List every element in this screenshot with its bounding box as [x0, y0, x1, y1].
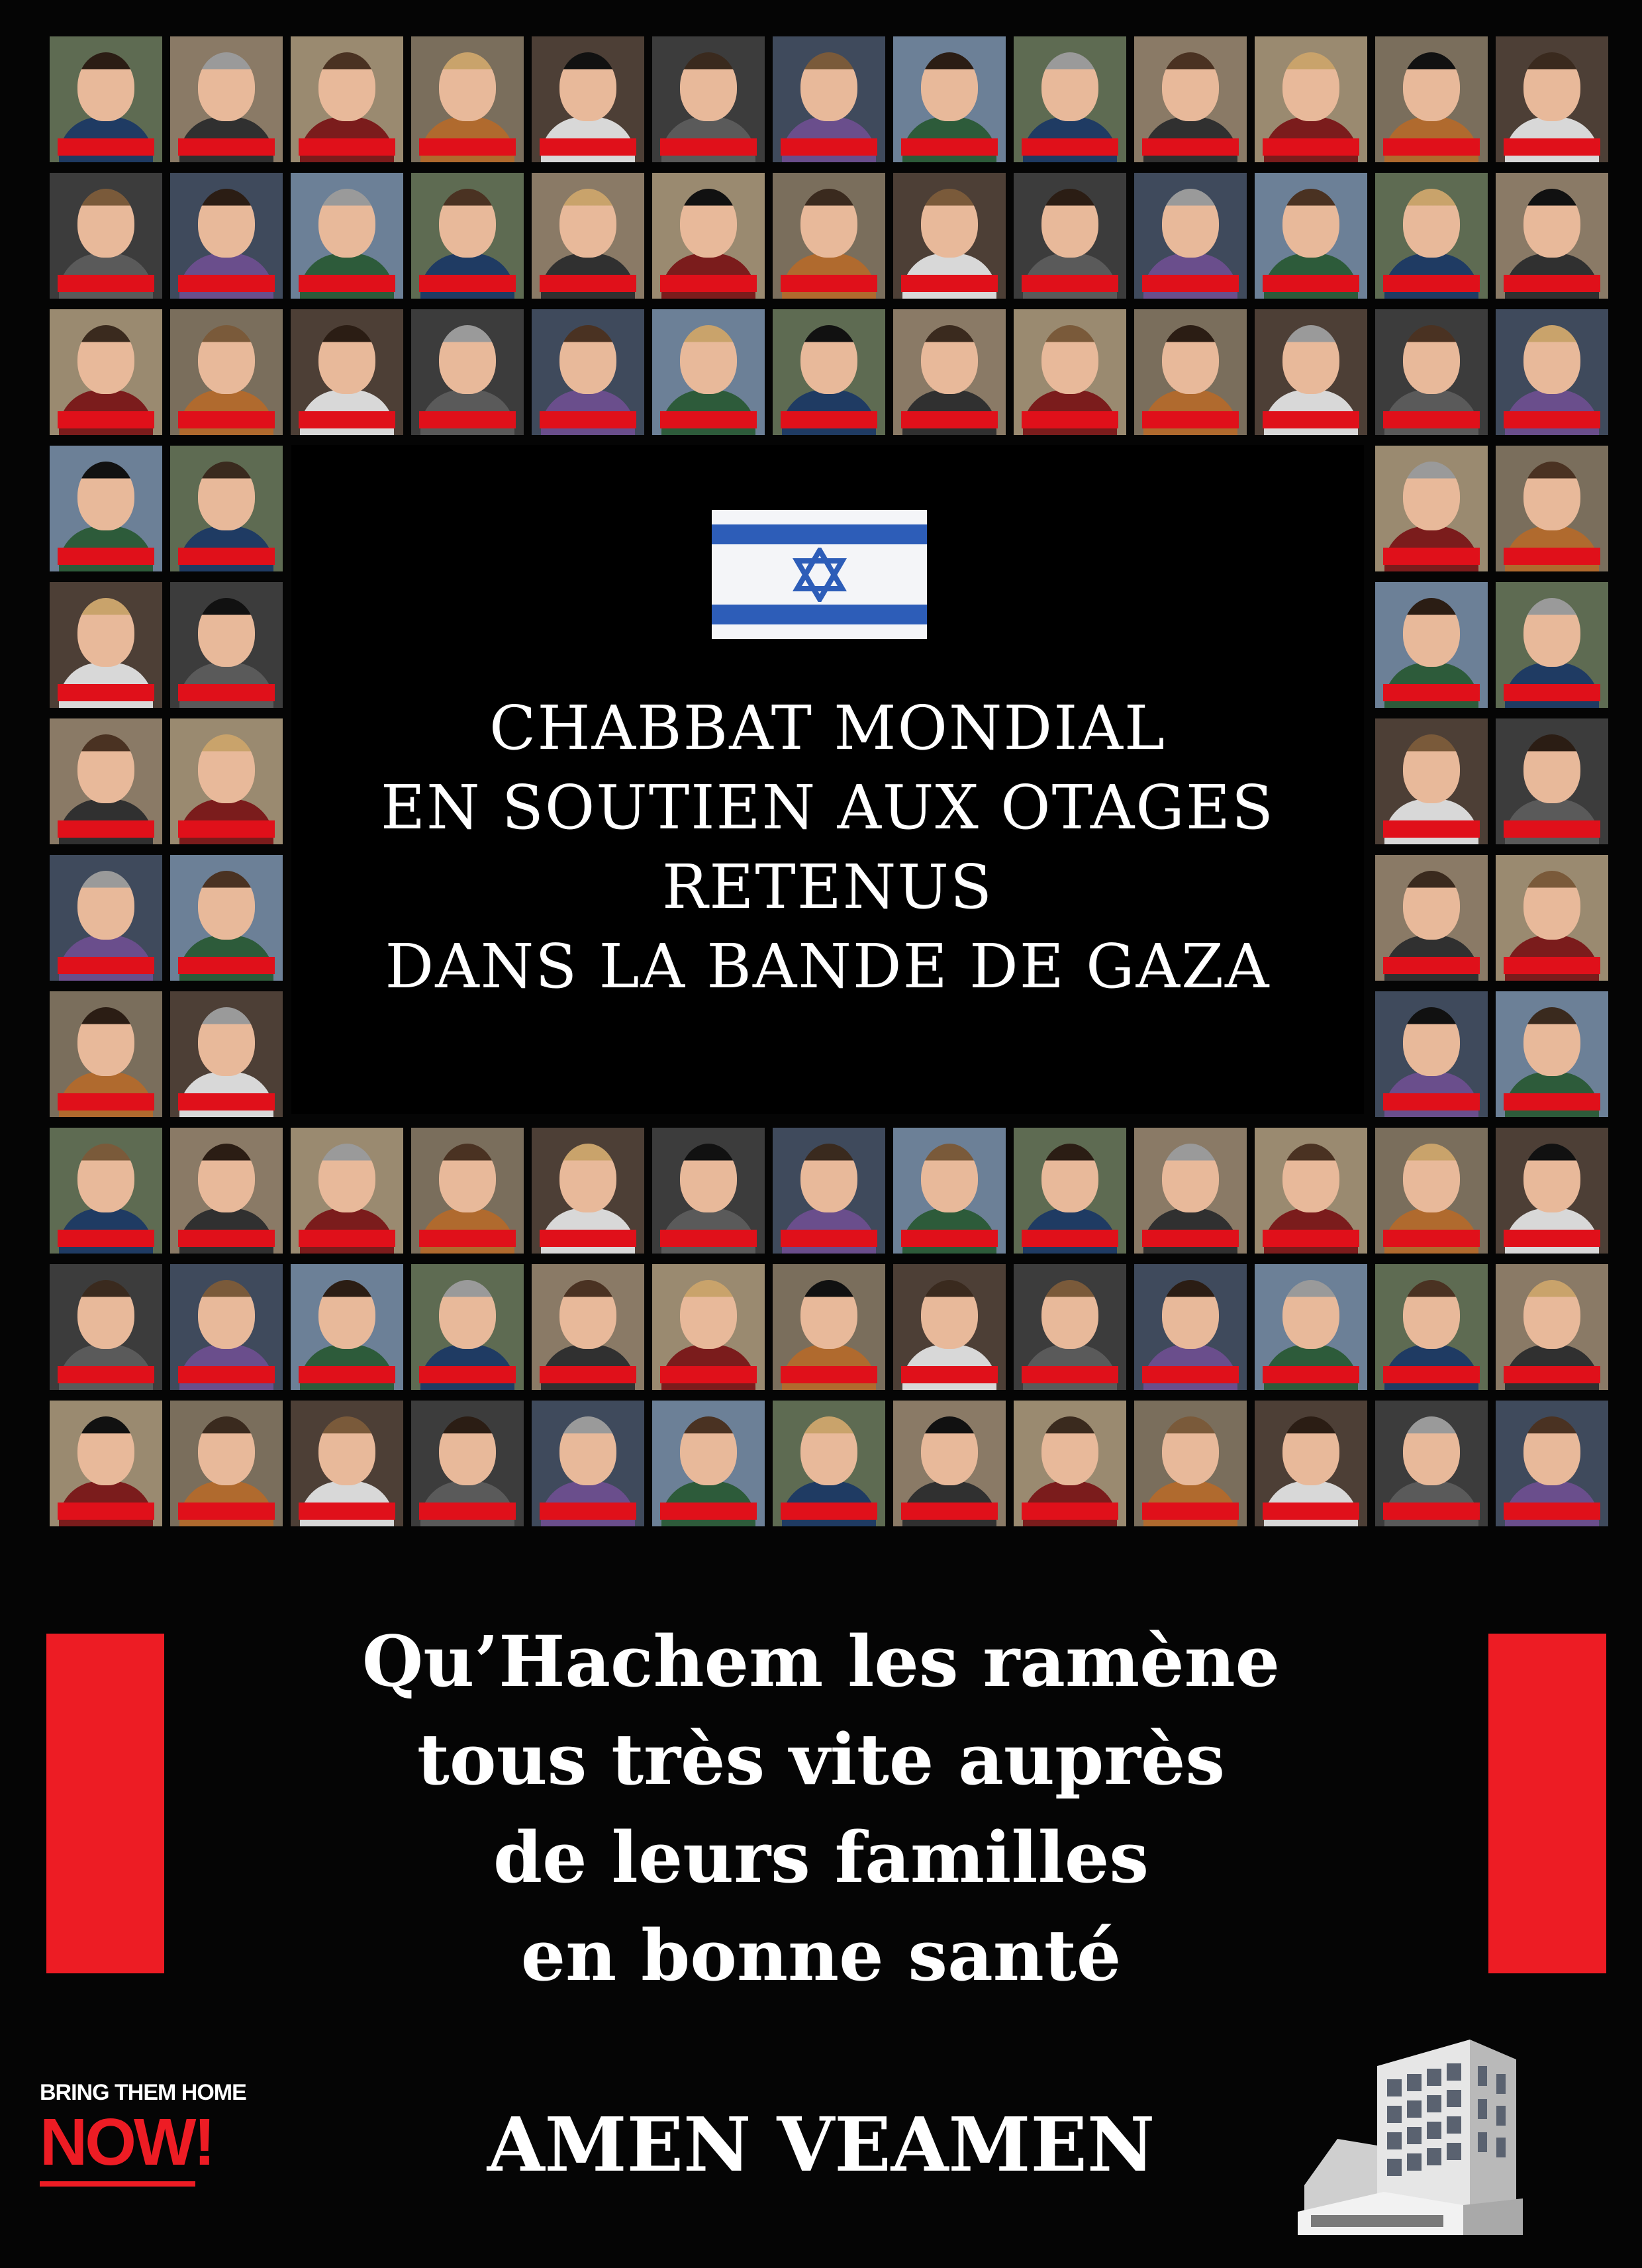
- name-tag: [58, 1366, 154, 1383]
- hostage-photo: [652, 1128, 765, 1254]
- name-tag: [1504, 411, 1600, 428]
- hostage-photo: [1375, 1401, 1488, 1526]
- name-tag: [540, 411, 636, 428]
- hostage-photo: [170, 446, 283, 571]
- hostage-photo: [411, 309, 524, 435]
- hostage-photo: [893, 1401, 1006, 1526]
- name-tag: [299, 1366, 395, 1383]
- name-tag: [1142, 275, 1239, 292]
- hostage-photo: [411, 1401, 524, 1526]
- name-tag: [58, 1503, 154, 1520]
- name-tag: [1142, 1230, 1239, 1247]
- hostage-photo: [170, 855, 283, 981]
- amen-text: AMEN VEAMEN: [487, 2102, 1155, 2189]
- hostage-photo: [291, 1401, 403, 1526]
- name-tag: [540, 1366, 636, 1383]
- hostage-photo: [1496, 1264, 1608, 1390]
- hostage-photo: [50, 582, 162, 708]
- hostage-photo: [411, 1264, 524, 1390]
- name-tag: [1504, 1503, 1600, 1520]
- name-tag: [58, 275, 154, 292]
- name-tag: [1383, 138, 1480, 156]
- hostage-photo: [1255, 1128, 1367, 1254]
- name-tag: [58, 411, 154, 428]
- hostage-photo: [1375, 1264, 1488, 1390]
- hostage-photo: [652, 1264, 765, 1390]
- red-bar-left: [46, 1634, 164, 1973]
- name-tag: [58, 1230, 154, 1247]
- hostage-photo: [893, 1128, 1006, 1254]
- name-tag: [1142, 1503, 1239, 1520]
- hostage-photo: [291, 173, 403, 299]
- name-tag: [901, 1230, 998, 1247]
- name-tag: [660, 275, 757, 292]
- name-tag: [1022, 1503, 1118, 1520]
- hostage-photo: [170, 582, 283, 708]
- name-tag: [1504, 275, 1600, 292]
- prayer-line: en bonne santé: [520, 1914, 1122, 1997]
- hostage-photo: [1134, 1128, 1247, 1254]
- name-tag: [178, 275, 275, 292]
- name-tag: [540, 138, 636, 156]
- name-tag: [178, 1366, 275, 1383]
- hostage-photo: [1375, 855, 1488, 981]
- hostage-photo: [291, 1128, 403, 1254]
- hostage-photo: [1375, 446, 1488, 571]
- name-tag: [1142, 411, 1239, 428]
- name-tag: [1022, 138, 1118, 156]
- name-tag: [58, 548, 154, 565]
- name-tag: [1022, 1366, 1118, 1383]
- hostage-photo: [773, 36, 885, 162]
- name-tag: [1022, 1230, 1118, 1247]
- prayer-line: tous très vite auprès: [416, 1718, 1226, 1800]
- prayer-line: Qu’Hachem les ramène: [362, 1620, 1280, 1702]
- name-tag: [781, 138, 877, 156]
- name-tag: [1504, 1230, 1600, 1247]
- hostage-photo: [1134, 309, 1247, 435]
- hostage-photo: [50, 446, 162, 571]
- name-tag: [58, 1093, 154, 1110]
- name-tag: [540, 1503, 636, 1520]
- logo-top-text: BRING THEM HOME: [40, 2080, 246, 2105]
- name-tag: [419, 138, 516, 156]
- hostage-photo: [1375, 1128, 1488, 1254]
- hostage-photo: [1014, 309, 1126, 435]
- name-tag: [58, 138, 154, 156]
- hostage-photo: [532, 173, 644, 299]
- hostage-photo: [170, 36, 283, 162]
- hostage-photo: [1496, 173, 1608, 299]
- israel-flag-icon: [712, 510, 927, 639]
- hostage-photo: [50, 855, 162, 981]
- name-tag: [178, 1503, 275, 1520]
- name-tag: [1383, 820, 1480, 838]
- name-tag: [1504, 684, 1600, 701]
- name-tag: [299, 411, 395, 428]
- hostage-photo: [1496, 582, 1608, 708]
- name-tag: [1142, 1366, 1239, 1383]
- hostage-photo: [1496, 309, 1608, 435]
- name-tag: [1383, 275, 1480, 292]
- hostage-photo: [50, 36, 162, 162]
- name-tag: [1263, 1230, 1359, 1247]
- hostage-photo: [1496, 1401, 1608, 1526]
- hostage-photo: [170, 718, 283, 844]
- logo-underline: [40, 2181, 195, 2187]
- name-tag: [419, 411, 516, 428]
- hostage-photo: [411, 173, 524, 299]
- name-tag: [660, 1230, 757, 1247]
- name-tag: [1504, 548, 1600, 565]
- hostage-photo: [773, 1264, 885, 1390]
- name-tag: [781, 1503, 877, 1520]
- name-tag: [1504, 138, 1600, 156]
- name-tag: [901, 138, 998, 156]
- hostage-photo: [1255, 1401, 1367, 1526]
- name-tag: [540, 275, 636, 292]
- name-tag: [178, 1230, 275, 1247]
- name-tag: [419, 1230, 516, 1247]
- name-tag: [1504, 1093, 1600, 1110]
- name-tag: [540, 1230, 636, 1247]
- name-tag: [299, 275, 395, 292]
- name-tag: [1263, 138, 1359, 156]
- hostage-photo: [1375, 173, 1488, 299]
- hostage-photo: [170, 991, 283, 1117]
- hostage-photo: [1134, 173, 1247, 299]
- hostage-photo: [893, 173, 1006, 299]
- name-tag: [299, 1230, 395, 1247]
- name-tag: [1263, 1366, 1359, 1383]
- hostage-photo: [1255, 173, 1367, 299]
- name-tag: [299, 138, 395, 156]
- prayer-line: de leurs familles: [493, 1816, 1149, 1898]
- name-tag: [1383, 684, 1480, 701]
- hostage-photo: [1134, 36, 1247, 162]
- hostage-photo: [291, 36, 403, 162]
- name-tag: [178, 548, 275, 565]
- name-tag: [1383, 957, 1480, 974]
- hostage-photo: [1014, 173, 1126, 299]
- name-tag: [901, 411, 998, 428]
- name-tag: [781, 1366, 877, 1383]
- bring-them-home-logo: [40, 2079, 246, 2212]
- name-tag: [1383, 1366, 1480, 1383]
- hostage-photo: [532, 1128, 644, 1254]
- name-tag: [1383, 1093, 1480, 1110]
- hostage-photo: [1014, 1401, 1126, 1526]
- hostage-photo: [291, 1264, 403, 1390]
- hostage-photo: [411, 36, 524, 162]
- event-title: [291, 689, 1364, 1007]
- hostage-photo: [532, 1264, 644, 1390]
- hostage-photo: [170, 173, 283, 299]
- name-tag: [1022, 275, 1118, 292]
- hostage-photo: [50, 718, 162, 844]
- name-tag: [901, 1503, 998, 1520]
- hostage-photo: [50, 991, 162, 1117]
- name-tag: [1383, 1503, 1480, 1520]
- hostage-photo: [532, 36, 644, 162]
- hostage-photo: [893, 36, 1006, 162]
- name-tag: [58, 957, 154, 974]
- name-tag: [781, 411, 877, 428]
- hostage-photo: [773, 1128, 885, 1254]
- hostage-photo: [773, 173, 885, 299]
- hostage-photo: [1375, 991, 1488, 1117]
- hostage-photo: [1014, 36, 1126, 162]
- name-tag: [1504, 1366, 1600, 1383]
- name-tag: [1383, 548, 1480, 565]
- name-tag: [58, 684, 154, 701]
- hostage-photo: [1496, 36, 1608, 162]
- hostage-photo: [1375, 582, 1488, 708]
- hostage-photo: [170, 1264, 283, 1390]
- hostage-photo: [532, 309, 644, 435]
- hostage-photo: [773, 1401, 885, 1526]
- building-icon: [1298, 2013, 1576, 2238]
- prayer-text: [252, 1612, 1390, 2004]
- hostage-photo: [1255, 36, 1367, 162]
- hostage-photo: [411, 1128, 524, 1254]
- name-tag: [178, 957, 275, 974]
- hostage-photo: [652, 173, 765, 299]
- hostage-photo: [1255, 1264, 1367, 1390]
- name-tag: [178, 820, 275, 838]
- name-tag: [1383, 1230, 1480, 1247]
- name-tag: [660, 1503, 757, 1520]
- name-tag: [419, 275, 516, 292]
- name-tag: [1263, 275, 1359, 292]
- name-tag: [781, 275, 877, 292]
- title-line: DANS LA BANDE DE GAZA: [385, 931, 1271, 1002]
- hostage-photo: [50, 1401, 162, 1526]
- name-tag: [178, 684, 275, 701]
- name-tag: [178, 1093, 275, 1110]
- hostage-photo: [652, 309, 765, 435]
- hostage-photo: [652, 36, 765, 162]
- hostage-photo: [1014, 1128, 1126, 1254]
- hostage-photo: [50, 309, 162, 435]
- hostage-photo: [1375, 36, 1488, 162]
- name-tag: [781, 1230, 877, 1247]
- name-tag: [1263, 1503, 1359, 1520]
- hostage-photo: [50, 1264, 162, 1390]
- hostage-photo: [893, 1264, 1006, 1390]
- title-line: CHABBAT MONDIAL: [489, 693, 1167, 764]
- hostage-photo: [50, 1128, 162, 1254]
- hostage-photo: [893, 309, 1006, 435]
- name-tag: [901, 275, 998, 292]
- hostage-photo: [50, 173, 162, 299]
- title-line: EN SOUTIEN AUX OTAGES: [380, 772, 1275, 843]
- name-tag: [660, 138, 757, 156]
- name-tag: [419, 1366, 516, 1383]
- name-tag: [1504, 957, 1600, 974]
- title-line: RETENUS: [661, 852, 993, 922]
- name-tag: [1504, 820, 1600, 838]
- hostage-photo: [170, 309, 283, 435]
- name-tag: [1142, 138, 1239, 156]
- hostage-photo: [773, 309, 885, 435]
- name-tag: [1263, 411, 1359, 428]
- hostage-photo: [1496, 446, 1608, 571]
- hostage-photo: [1496, 855, 1608, 981]
- red-bar-right: [1488, 1634, 1606, 1973]
- name-tag: [660, 1366, 757, 1383]
- name-tag: [299, 1503, 395, 1520]
- hostage-photo: [1255, 309, 1367, 435]
- hostage-photo: [170, 1128, 283, 1254]
- hostage-photo: [291, 309, 403, 435]
- name-tag: [1022, 411, 1118, 428]
- name-tag: [178, 138, 275, 156]
- hostage-photo: [1134, 1401, 1247, 1526]
- hostage-photo: [170, 1401, 283, 1526]
- hostage-photo: [1496, 718, 1608, 844]
- hostage-photo: [1375, 718, 1488, 844]
- name-tag: [901, 1366, 998, 1383]
- hostage-photo: [1134, 1264, 1247, 1390]
- name-tag: [58, 820, 154, 838]
- hostage-photo: [532, 1401, 644, 1526]
- hostage-photo: [1014, 1264, 1126, 1390]
- hostage-photo: [1496, 1128, 1608, 1254]
- name-tag: [178, 411, 275, 428]
- name-tag: [419, 1503, 516, 1520]
- name-tag: [1383, 411, 1480, 428]
- logo-now-text: NOW!: [40, 2105, 213, 2179]
- name-tag: [660, 411, 757, 428]
- hostage-photo: [652, 1401, 765, 1526]
- hostage-photo: [1496, 991, 1608, 1117]
- hostage-photo: [1375, 309, 1488, 435]
